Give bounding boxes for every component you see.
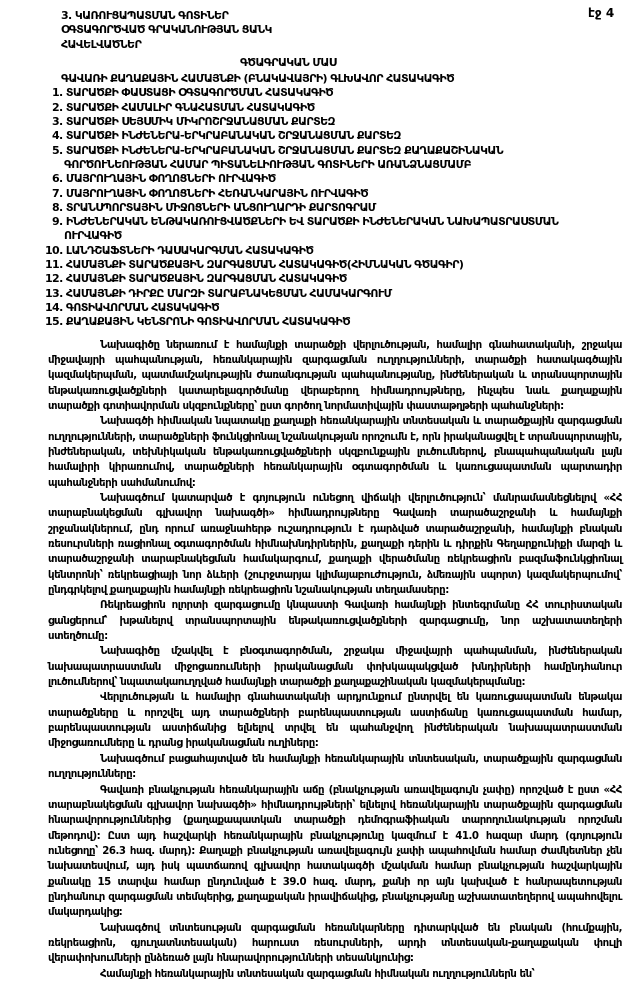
drawing-item: 3. ՏԱՐԱԾՔԻ ՍԵՅՍՄԻԿ ՄԻԿՐՈՇՐՋԱՆԱՑՄԱՆ ՔԱՐՏԵԶ (52, 115, 335, 129)
drawing-item: 11. ՀԱՄԱՅՆՔԻ ՏԱՐԱԾՔԱՅԻՆ ԶԱՐԳԱՑՄԱՆ ՀԱՏԱԿԱԳԻԾ(ՀԻՄՆԱԿԱՆ ԳԾԱԳԻՐ) (45, 258, 464, 272)
paragraph: Նախագիծը ներառում է համայնքի տարածքի վերլուծության, համալիր գնահատականի, շրջակա միջավայրի պահպանության, հեռանկարային զարգացման ուղղությունների, տարածքի հատակագծային կազմակերպման, պատմամշակութային ժառանգության պահպանությանը, ինժեներական և տրանսպորտային ենթակառուցվածքների կատարելագործմանը վերաբերող հիմնադրույթները, ինչպես նաև քաղաքային տարածքի գոտիավորման սկզբունքները՝ ըստ գործող նորմատիվային փաստաթղթերի պահանջների: (48, 339, 622, 412)
contents-item: 3. ԿԱՌՈՒՑԱՊԱՏՄԱՆ ԳՈՏԻՆԵՐ (61, 9, 229, 22)
paragraph: Նախագծով տնտեսության զարգացման հեռանկարները դիտարկված են բնական (հումքային, ռեկրեացիոն, գյուղատնտեսական) հարուստ ռեսուրսների, արդի տնտեսական-քաղաքական փուլի վերափոխումների ընձեռած լայն հնարավորությունների տեսանկյունից: (48, 922, 622, 965)
contents-list (0, 9, 633, 330)
drawing-item: 7. ՄԱՅՐՈՒՂԱՅԻՆ ՓՈՂՈՑՆԵՐԻ ՀԵՌԱՆԿԱՐԱՅԻՆ ՈՒՐՎԱԳԻԾ (52, 186, 369, 200)
page-number: էջ 4 (588, 6, 615, 20)
paragraph: Նախագիծը մշակվել է բնօգտագործման, շրջակա միջավայրի պահպանման, ինժեներական նախապատրաստման միջոցառումների իրականացման փոխկապակցված խնդիրների համընդհանուր լուծումներով՝ նպատակաուղղված համայնքի տարածքի քաղաքաշինական կազմակերպմանը: (48, 646, 622, 689)
drawing-item: 6. ՄԱՅՐՈՒՂԱՅԻՆ ՓՈՂՈՑՆԵՐԻ ՈՒՐՎԱԳԻԾ (52, 172, 276, 186)
drawing-item-continued: ԳՈՐԾՈՒՆԵՈՒԹՅԱՆ ՀԱՄԱՐ ՊԻՏԱՆԵԼԻՈՒԹՅԱՆ ԳՈՏԻՆԵՐԻ ԱՌԱՆՁՆԱՑՄԱՄԲ (64, 157, 472, 171)
drawing-item: 14. ԳՈՏԻԱՎՈՐՄԱՆ ՀԱՏԱԿԱԳԻԾ (45, 300, 220, 314)
drawing-item: 9. ԻՆԺԵՆԵՐԱԿԱՆ ԵՆԹԱԿԱՌՈՒՑՎԱԾՔՆԵՐԻ ԵՎ ՏԱՐԱԾՔԻ ԻՆԺԵՆԵՐԱԿԱՆ ՆԱԽԱՊԱՏՐԱՍՏՄԱՆ (52, 215, 559, 229)
drawing-item: 10. ԼԱՆԴՇԱՖՏՆԵՐԻ ԴԱՍԱԿԱՐԳՄԱՆ ՀԱՏԱԿԱԳԻԾ (45, 243, 314, 257)
contents-item: ՕԳՏԱԳՈՐԾՎԱԾ ԳՐԱԿԱՆՈՒԹՅԱՆ ՑԱՆԿ (61, 23, 272, 37)
master-plan-title: ԳԱՎԱՌԻ ՔԱՂԱՔԱՅԻՆ ՀԱՄԱՅՆՔԻ (ԲՆԱԿԱՎԱՅՐԻ) ԳԼԽԱՎՈՐ ՀԱՏԱԿԱԳԻԾ (61, 72, 455, 86)
body-text (48, 338, 622, 990)
paragraph: Վերլուծության և համալիր գնահատականի արդյունքում ընտրվել են կառուցապատման ենթակա տարածքները և որոշվել այդ տարածքների բարենպաստության աստիճանը կառուցապատման համար, բարենպաստության աստիճանից ելնելով տրվել են պահանջվող ինժեներական նախապատրաստման միջոցառումները և դրանց իրականացման ուղիները: (48, 692, 622, 750)
drawing-item: 4. ՏԱՐԱԾՔԻ ԻՆԺԵՆԵՐԱ-ԵՐԿՐԱԲԱՆԱԿԱՆ ՇՐՋԱՆԱՑՄԱՆ ՔԱՐՏԵԶ (52, 129, 401, 143)
section-heading: ԳԾԱԳՐԱԿԱՆ ՄԱՍ (240, 55, 337, 69)
drawing-item: 15. ՔԱՂԱՔԱՅԻՆ ԿԵՆՏՐՈՆԻ ԳՈՏԻԱՎՈՐՄԱՆ ՀԱՏԱԿԱԳԻԾ (45, 315, 351, 329)
drawing-item-continued: ՈՒՐՎԱԳԻԾ (64, 229, 122, 243)
paragraph: Նախագծի հիմնական նպատակը քաղաքի հեռանկարային տնտեսական և տարածքային զարգացման ուղղությունների, տարածքների ֆունկցիոնալ նշանակության որոշումն է, որն իրականացվել է տրանսպորտային, ինժեներական, տեխնիկական ենթակառուցվածքների սկզբունքային լուծումներով, բնապահպանական լայն համալիրի կիրառումով, տարածքների հեռանկարային օգտագործման և կառուցապատման պարտադիր պահանջների սահմանումով: (48, 416, 622, 489)
paragraph: Նախագծում բացահայտված են համայնքի հեռանկարային տնտեսական, տարածքային զարգացման ուղղությունները: (48, 753, 622, 781)
paragraph: Նախագծում կատարված է գոյություն ունեցող վիճակի վերլուծություն՝ մանրամասնեցնելով «ՀՀ տարաբնակեցման գլխավոր նախագծի» հիմնադրույթները Գավառի տարածաշրջանի և համայնքի շրջանակներում, ընդ որում առաջնահերթ ուշադրություն է դարձված տարածաշրջանի, համայնքի բնական ռեսուրսների ռացիոնալ օգտագործման հիմնախնդիրներին, քաղաքի դերին և դիրքին Գեղարքունիքի մարզի և տարածաշրջանի տարաբնակեցման համակարգում, քաղաքի վերածմանը ռեկրեացիոն բազմաֆունկցիոնալ կենտրոնի՝ ռեկրեացիայի նոր ձևերի (շուրջտարյա կլիմայաբուժություն, ձմեռային սպորտ) կազմակերպումով՝ ընդգրկելով քաղաքային համայնքի ռեկրեացիոն նշանակության տեղամասերը: (48, 492, 622, 597)
paragraph: Գավառի բնակչության հեռանկարային աճը (բնակչության առավելագույն չափը) որոշված է ըստ «ՀՀ տարաբնակեցման գլխավոր նախագծի» հիմնադրույթների՝ ելնելով հեռանկարային տարածքային զարգացման հնարավորություններից (քաղաքապատկան տարածքի դեմոգրաֆիական տարողունակության որոշման մեթոդով): Ըստ այդ հաշվարկի հեռանկարային բնակչությունը կազմում է 41.0 հազար մարդ (գոյություն ունեցողը՝ 26.3 հազ. մարդ): Քաղաքի բնակչության առավելագույն չափի ապահովման համար ժամկետներ չեն նախատեսվում, այդ իսկ պատճառով գլխավոր հատակագծի մշակման համար բնակչության հաշվարկային քանակը 15 տարվա համար ընդունված է 39.0 հազ. մարդ, քանի որ այն կախված է հանրապետության ընդհանուր զարգացման տեմպերից, քաղաքական իրավիճակից, բնակչությանը աշխատատեղերով ապահովելու մակարդակից: (48, 784, 622, 919)
paragraph: Ռեկրեացիոն ոլորտի զարգացումը կնպաստի Գավառի համայնքի ինտեգրմանը ՀՀ տուրիստական ցանցերում՝ խթանելով տրանսպորտային ենթակառուցվածքների զարգացումը, նոր աշխատատեղերի ստեղծումը: (48, 600, 622, 643)
contents-item: ՀԱՎԵԼՎԱԾՆԵՐ (61, 37, 142, 51)
drawing-item: 8. ՏՐԱՆՍՊՈՐՏԱՅԻՆ ՄԻՋՈՑՆԵՐԻ ԱՆՑՈՒՂԱՐԴԻ ՔԱՐՏՈԳՐԱՄ (52, 200, 376, 214)
drawing-item: 2. ՏԱՐԱԾՔԻ ՀԱՄԱԼԻՐ ԳՆԱՀԱՏՄԱՆ ՀԱՏԱԿԱԳԻԾ (52, 100, 315, 114)
paragraph: Համայնքի հեռանկարային տնտեսական զարգացման հիմնական ուղղություններն են՝ (100, 968, 535, 980)
drawing-item: 1. ՏԱՐԱԾՔԻ ՓԱՍՏԱՑԻ ՕԳՏԱԳՈՐԾՄԱՆ ՀԱՏԱԿԱԳԻԾ (52, 86, 334, 100)
drawing-item: 13. ՀԱՄԱՅՆՔԻ ԴԻՐՔԸ ՄԱՐԶԻ ՏԱՐԱԲՆԱԿԵՑՄԱՆ ՀԱՄԱԿԱՐԳՈՒՄ (45, 286, 392, 300)
drawing-item: 5. ՏԱՐԱԾՔԻ ԻՆԺԵՆԵՐԱ-ԵՐԿՐԱԲԱՆԱԿԱՆ ՇՐՋԱՆԱՑՄԱՆ ՔԱՐՏԵԶ ՔԱՂԱՔԱՇԻՆԱԿԱՆ (52, 143, 503, 157)
drawing-item: 12. ՀԱՄԱՅՆՔԻ ՏԱՐԱԾՔԱՅԻՆ ԶԱՐԳԱՑՄԱՆ ՀԱՏԱԿԱԳԻԾ (45, 272, 347, 286)
